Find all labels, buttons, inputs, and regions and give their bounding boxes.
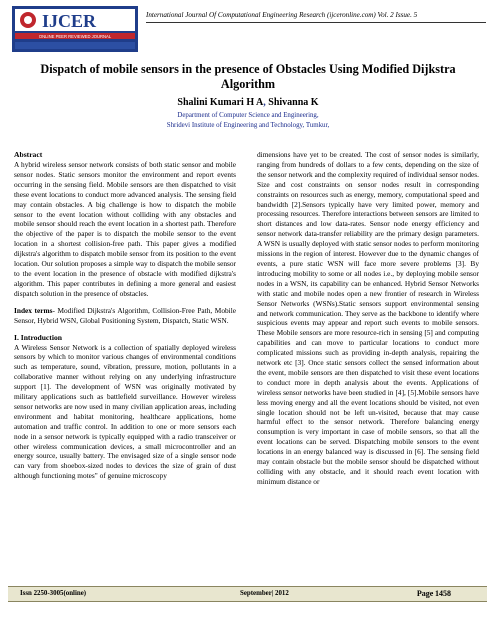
introduction-heading: I. Introduction [14, 332, 62, 342]
abstract-heading: Abstract [14, 150, 43, 159]
author-1: Shalini Kumari H A [177, 97, 264, 108]
logo-subtitle: ONLINE PEER REVIEWED JOURNAL [38, 33, 112, 39]
right-column-text: dimensions have yet to be created. The cost of sensor nodes is similarly, ranging from hundreds of dollars to a few cents, depending on the size of the sensor network and the complexity required of individual sensor nodes. Size and cost constraints on sensor nodes result in corresponding constraints on resources such as energy, memory, computational speed and bandwidth [2].Sensors typically have very limited power, memory and processing resources. Therefore interactions between sensors are limited to short distances and low data-rates. Sensor node energy efficiency and sensor network data-transfer reliability are the primary design parameters. A WSN is usually deployed with static sensor nodes to perform monitoring missions in the region of interest. However due to the dynamic changes of events, a pure static WSN will face more severe problems [3]. By introducing mobility to some or all nodes i.e., by deploying mobile sensor nodes in a WSN, its capability can be enhanced. Hybrid Sensor Networks with static and mobile nodes open a new frontier of research in Wireless Sensor Networks (WSNs).Static sensors support environmental sensing and network communication. They serve as the backbone to identify where suspicious events may appear and report such events to mobile sensors. These Mobile sensors are more resource-rich in sensing [5] and computing capabilities and can move to particular locations to conduct more complicated missions such as providing in-depth analysis, repairing the network etc [3]. Once static sensors collect the sensed information about the event, mobile sensors are then dispatched to visit these event locations to conduct more in depth analysis about the events. Applications of wireless sensor networks have been studied in [4], [5].Mobile sensors have less moving energy and all the event locations should be visited, not even single location should not be left un-visited, because that may cause harmful effect to the sensor network. Therefore balancing energy consumption is very important in case of mobile sensors, so that all the event locations can be served. Dispatching mobile sensors to the event locations in an energy balanced way is discussed in [6]. The sensing field may contain obstacle but the mobile sensor should be dispatched without colliding with any obstacle, and it should reach event location with minimum distance or [257, 150, 479, 486]
right-column [257, 150, 479, 487]
author-2: Shivanna K [268, 97, 319, 108]
affiliation-institute: Shridevi Institute of Engineering and Technology, Tumkur, [166, 122, 330, 129]
footer-date: September| 2012 [240, 590, 289, 597]
index-terms-text: - Modified Dijkstra's Algorithm, Collision-Free Path, Mobile Sensor, Hybrid WSN, Global Positioning System, Dispatch, Static WSN. [14, 305, 237, 325]
author-line [18, 96, 478, 109]
logo-lower-band [15, 42, 135, 49]
affiliation-department: Department of Computer Science and Engineering, [177, 112, 319, 119]
author-separator: , [263, 97, 266, 108]
index-terms-label: Index terms [14, 305, 53, 315]
ijcer-logo [12, 6, 138, 52]
left-column [14, 150, 236, 481]
page-footer [8, 586, 487, 602]
abstract-text: A hybrid wireless sensor network consists of both static sensor and mobile sensor nodes. Static sensors monitor the environment and report events occurring in the sensing field. Mobile sensors are then dispatched to visit these event locations to conduct more advanced analysis. The sensing field may contain obstacles. A big challenge is how to dispatch the mobile sensor to the event location without colliding with any obstacles and mobile sensor should reach the event location in a shortest path. Therefore the objective of the paper is to dispatch the mobile sensor to the event location in a shortest collision-free path. This paper gives a modified dijkstra's algorithm to dispatch mobile sensor from its position to the event location. Our solution proposes a simple way to dispatch the mobile sensor to the event location in the presence of obstacle with modified dijkstra's algorithm. This paper contributes in defining a more general and easiest dispatch solution in the presence of obstacles. [14, 160, 236, 298]
footer-issn: Issn 2250-3005(online) [20, 590, 87, 597]
logo-emblem-core [24, 16, 32, 24]
footer-page-label: Page [416, 589, 434, 598]
index-terms [14, 306, 236, 326]
journal-running-header: International Journal Of Computational Engineering Research (ijceronline.com) Vol. 2 Issue. 5 [146, 11, 418, 19]
introduction-text: A Wireless Sensor Network is a collection of spatially deployed wireless sensors by which to monitor various changes of environmental conditions such as temperature, sound, vibration, pressure, motion, pollutants in a collaborative manner without relying on any underlying infrastructure support [1]. The development of WSN was originally motivated by military applications such as battlefield surveillance. However wireless sensor networks are now used in many civilian application areas, including environment and habitat monitoring, healthcare applications, home automation and traffic control. In addition to one or more sensors each node in a sensor network is typically equipped with a radio transceiver or other wireless communication devices, a small microcontroller and an energy source, usually battery. The envisaged size of a single sensor node can vary from shoebox-sized nodes to devices the size of grain of dust although functioning motes" of genuine microscopy [14, 342, 236, 481]
paper-title: Dispatch of mobile sensors in the presence of Obstacles Using Modified Dijkstra Algorithm [40, 62, 456, 91]
footer-page [417, 587, 451, 602]
logo-wordmark: IJCER [42, 11, 97, 31]
header-rule [146, 22, 486, 23]
footer-page-number: 1458 [435, 589, 451, 598]
